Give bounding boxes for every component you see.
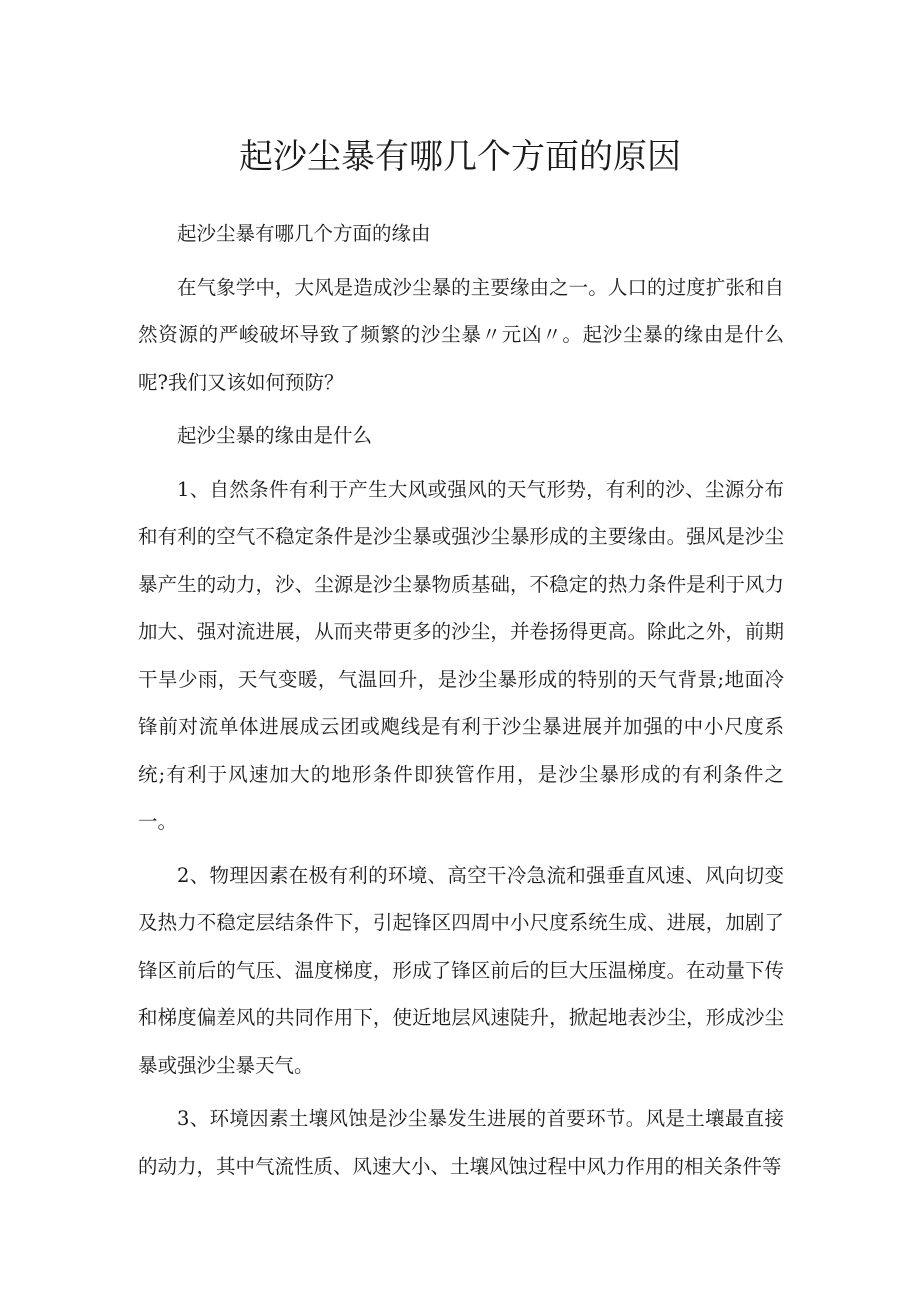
paragraph-point-3: 3、环境因素土壤风蚀是沙尘暴发生进展的首要环节。风是土壤最直接的动力，其中气流性质、风速大小、土壤风蚀过程中风力作用的相关条件等 bbox=[138, 1107, 784, 1178]
paragraph-point-2: 2、物理因素在极有利的环境、高空干冷急流和强垂直风速、风向切变及热力不稳定层结条件下，引起锋区四周中小尺度系统生成、进展，加剧了锋区前后的气压、温度梯度，形成了锋区前后的巨大压温梯度。在动量下传和梯度偏差风的共同作用下，使近地层风速陡升，掀起地表沙尘，形成沙尘暴或强沙尘暴天气。 bbox=[138, 863, 784, 1077]
paragraph-section-heading: 起沙尘暴的缘由是什么 bbox=[177, 424, 373, 447]
paragraph-intro: 在气象学中，大风是造成沙尘暴的主要缘由之一。人口的过度扩张和自然资源的严峻破坏导致了频繁的沙尘暴〃元凶〃。起沙尘暴的缘由是什么呢?我们又该如何预防？ bbox=[138, 275, 784, 394]
document-title: 起沙尘暴有哪几个方面的原因 bbox=[239, 137, 681, 177]
paragraph-subtitle: 起沙尘暴有哪几个方面的缘由 bbox=[177, 222, 431, 245]
document-body bbox=[138, 210, 784, 1196]
paragraph-point-1: 1、自然条件有利于产生大风或强风的天气形势，有利的沙、尘源分布和有利的空气不稳定条件是沙尘暴或强沙尘暴形成的主要缘由。强风是沙尘暴产生的动力，沙、尘源是沙尘暴物质基础，不稳定的热力条件是利于风力加大、强对流进展，从而夹带更多的沙尘，并卷扬得更高。除此之外，前期干旱少雨，天气变暖，气温回升，是沙尘暴形成的特别的天气背景;地面冷锋前对流单体进展成云团或飑线是有利于沙尘暴进展并加强的中小尺度系统;有利于风速加大的地形条件即狭管作用，是沙尘暴形成的有利条件之一。 bbox=[138, 477, 784, 833]
